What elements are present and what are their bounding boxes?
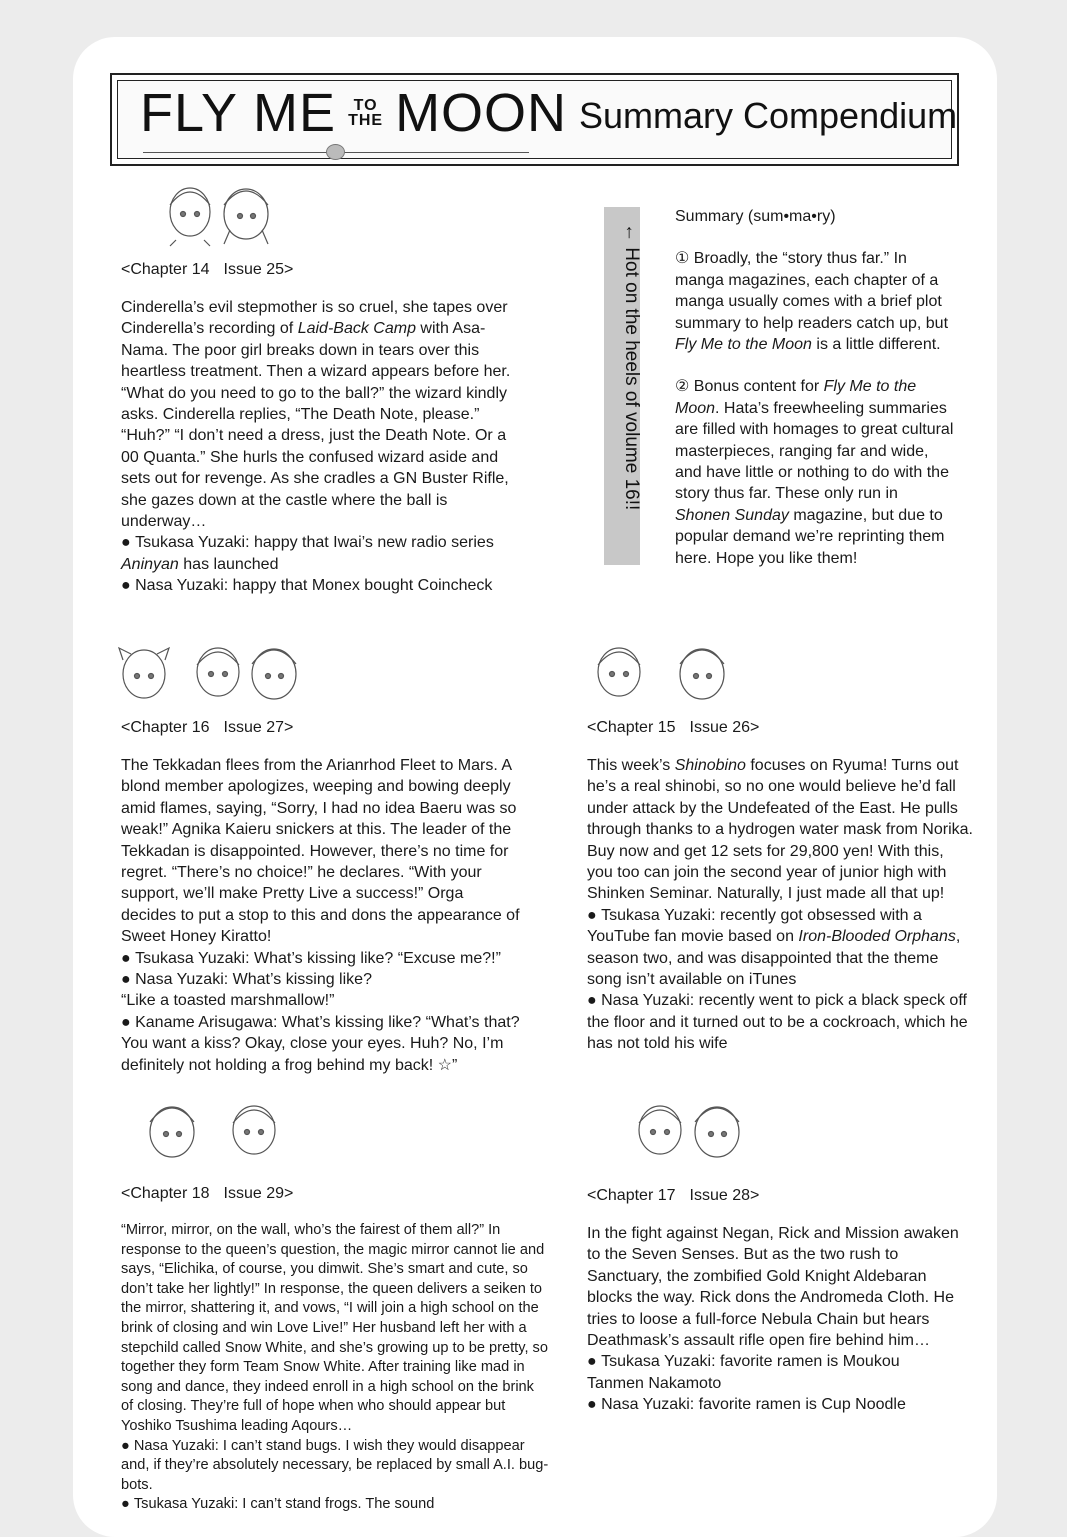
definition-point-1: ① Broadly, the “story thus far.” In manga magazines, each chapter of a manga usually comes with a brief plot summary to help readers catch up, but Fly Me to the Moon is a little different. xyxy=(675,250,949,354)
author-note: ● Tsukasa Yuzaki: happy that Iwai’s new radio series Aninyan has launched xyxy=(121,532,521,575)
logo-moon: MOON xyxy=(395,82,568,143)
issue-label: Issue 27> xyxy=(223,719,294,736)
chapter-label: <Chapter 14 xyxy=(121,261,210,278)
author-note: ● Nasa Yuzaki: I can’t stand bugs. I wish they would disappear and, if they’re absolutely necessary, be replaced by small A.I. bug-bots. xyxy=(121,1437,549,1496)
summary-definition xyxy=(675,206,955,569)
chapter-16-summary xyxy=(121,755,521,1076)
avatar-tsukasa xyxy=(170,188,210,246)
issue-label: Issue 29> xyxy=(223,1185,294,1202)
volume-tab-label: ← Hot on the heels of volume 16!! xyxy=(621,223,642,511)
chapter-17-summary xyxy=(587,1223,959,1416)
chapter-18-heading xyxy=(121,1184,293,1204)
issue-label: Issue 25> xyxy=(223,261,294,278)
chapter-14-summary xyxy=(121,297,521,597)
avatar-nasa-5 xyxy=(639,1106,681,1154)
chapter-17-heading xyxy=(587,1186,759,1206)
summary-text: The Tekkadan flees from the Arianrhod Fleet to Mars. A blond member apologizes, weeping and bowing deeply amid flames, saying, “Sorry, I had no idea Baeru was so weak!” Agnika Kaieru snickers at this. The leader of the Tekkadan is disappointed. However, there’s no time for regret. “There’s no choice!” he declares. “With your support, we’ll make Pretty Live a success!” Orga decides to put a stop to this and dons the appearance of Sweet Honey Kiratto! xyxy=(121,757,520,946)
page-subtitle: Summary Compendium xyxy=(579,95,958,136)
chapter-15-heading xyxy=(587,718,759,738)
avatar-tsukasa-2 xyxy=(197,648,239,696)
author-note: ● Nasa Yuzaki: recently went to pick a black speck off the floor and it turned out to be a cockroach, which he has not told his wife xyxy=(587,990,973,1054)
issue-label: Issue 28> xyxy=(689,1187,760,1204)
issue-label: Issue 26> xyxy=(689,719,760,736)
avatar-tsukasa-5 xyxy=(695,1107,739,1157)
logo-fly-me: FLY ME xyxy=(140,82,337,143)
avatar-tsukasa-4 xyxy=(150,1107,194,1157)
definition-point-2: ② Bonus content for Fly Me to the Moon. Hata’s freewheeling summaries are filled with homages to great cultural masterpieces, ranging far and wide, and have little or nothing to do with the story thus far. These only run in Shonen Sunday magazine, but due to popular demand we’re reprinting them here. Hope you like them! xyxy=(675,378,954,567)
author-note: ● Tsukasa Yuzaki: favorite ramen is Moukou Tanmen Nakamoto xyxy=(587,1351,959,1394)
avatar-nasa xyxy=(224,189,268,244)
chapter-label: <Chapter 16 xyxy=(121,719,210,736)
chapter-16-heading xyxy=(121,718,293,738)
avatar-tsukasa-3 xyxy=(680,649,724,699)
author-note: ● Tsukasa Yuzaki: I can’t stand frogs. The sound xyxy=(121,1495,549,1515)
avatar-nasa-2 xyxy=(252,649,296,699)
author-note-cont: “Like a toasted marshmallow!” xyxy=(121,992,335,1010)
logo-the: THE xyxy=(348,111,384,129)
author-note: ● Tsukasa Yuzaki: recently got obsessed with a YouTube fan movie based on Iron-Blooded Orphans, season two, and was disappointed that the theme song isn’t available on iTunes xyxy=(587,905,973,991)
chapter-15-summary xyxy=(587,755,973,1055)
author-note: ● Nasa Yuzaki: favorite ramen is Cup Noodle xyxy=(587,1394,959,1415)
summary-text: “Mirror, mirror, on the wall, who’s the fairest of them all?” In response to the queen’s question, the magic mirror cannot lie and says, “Elichika, of course, you dimwit. She’s smart and cute, so don’t take her lightly!” In response, the queen delivers a seiken to the mirror, shattering it, and vows, “I will join a high school on the brink of closing and win Love Live!” Her husband left her with a stepchild called Snow White, and she’s growing up to be pretty, so together they form Team Snow White. After training like mad in song and dance, they indeed enroll in a high school on the brink of closing. They’re full of hope when who should appear but Yoshiko Tsushima leading Aqours… xyxy=(121,1222,548,1434)
chapter-18-summary xyxy=(121,1221,549,1513)
chapter-label: <Chapter 15 xyxy=(587,719,676,736)
summary-text: This week’s Shinobino focuses on Ryuma! Turns out he’s a real shinobi, so no one would believe he’d fall under attack by the Undefeated of the East. He pulls through thanks to a hydrogen water mask from Norika. Buy now and get 12 sets for 29,800 yen! With this, you too can join the second year of junior high with Shinken Seminar. Naturally, I just made all that up! xyxy=(587,757,973,903)
definition-title: Summary (sum•ma•ry) xyxy=(675,208,836,225)
chapter-label: <Chapter 17 xyxy=(587,1187,676,1204)
avatar-kaname xyxy=(119,648,169,698)
chapter-14-heading xyxy=(121,260,293,280)
chapter-label: <Chapter 18 xyxy=(121,1185,210,1202)
logo-to: TO xyxy=(353,96,378,114)
avatar-nasa-4 xyxy=(233,1106,275,1154)
avatar-nasa-3 xyxy=(598,648,640,696)
author-note: ● Nasa Yuzaki: What’s kissing like? xyxy=(121,969,521,990)
summary-text: In the fight against Negan, Rick and Mission awaken to the Seven Senses. But as the two rush to Sanctuary, the zombified Gold Knight Aldebaran blocks the way. Rick dons the Andromeda Cloth. He tries to loose a full-force Nebula Chain but hears Deathmask’s assault rifle open fire behind him… xyxy=(587,1225,959,1350)
author-note: ● Tsukasa Yuzaki: What’s kissing like? “Excuse me?!” xyxy=(121,948,521,969)
author-note: ● Nasa Yuzaki: happy that Monex bought Coincheck xyxy=(121,575,521,596)
summary-text: Cinderella’s evil stepmother is so cruel, she tapes over Cinderella’s recording of Laid-Back Camp with Asa-Nama. The poor girl breaks down in tears over this heartless treatment. Then a wizard appears before her. “What do you need to go to the ball?” the wizard kindly asks. Cinderella replies, “The Death Note, please.” “Huh?” “I don’t need a dress, just the Death Note. Or a 00 Quanta.” She hurls the confused wizard aside and sets out for revenge. As she cradles a GN Buster Rifle, she gazes down at the castle where the ball is underway… xyxy=(121,299,511,531)
author-note: ● Kaname Arisugawa: What’s kissing like? “What’s that? You want a kiss? Okay, close your eyes. Huh? No, I’m definitely not holding a frog behind my back! ☆” xyxy=(121,1012,521,1076)
